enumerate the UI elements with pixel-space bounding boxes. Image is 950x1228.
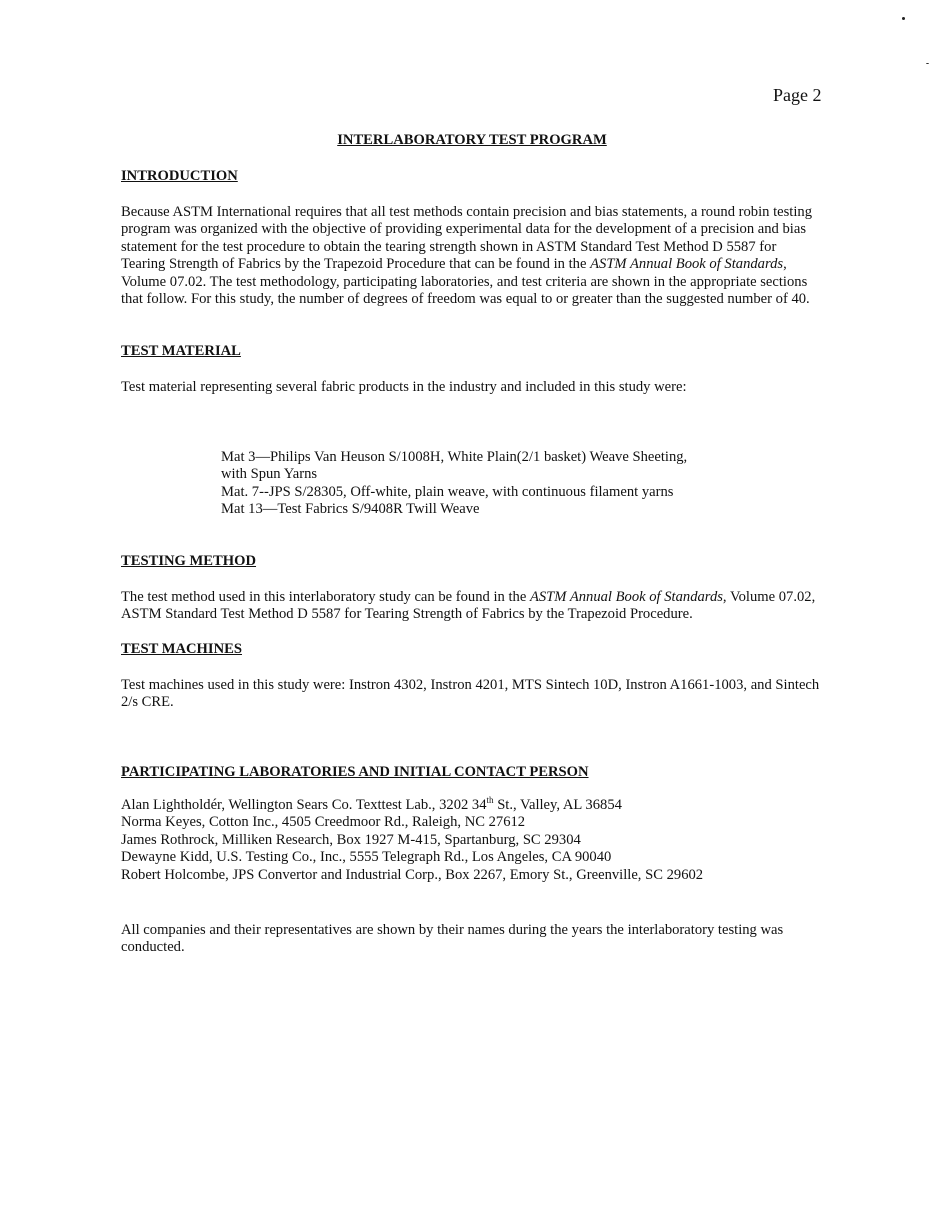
introduction-text-start: Because ASTM International requires that all test methods contain precision and bias statements, a round robin testing program was organized with the objective of providing experimental data for the development of a precision and bias statement for the test procedure to obtain the tearing strength shown in ASTM Standard Test Method D 5587 for Tearing Strength of Fabrics by the Trapezoid Procedure that can be found in the: [121, 204, 813, 273]
introduction-heading: INTRODUCTION: [121, 168, 238, 184]
test-machines-paragraph: Test machines used in this study were: Instron 4302, Instron 4201, MTS Sintech 10D, Instron A1661-1003, and Sintech 2/s CRE.: [121, 677, 820, 711]
test-machines-heading: TEST MACHINES: [121, 641, 242, 657]
page-number: Page 2: [773, 85, 822, 105]
scan-speck: [902, 17, 905, 20]
laboratory-entry: Alan Lightholdér, Wellington Sears Co. Texttest Lab., 3202 34th St., Valley, AL 36854: [121, 795, 622, 813]
test-material-heading: TEST MATERIAL: [121, 343, 241, 359]
introduction-book-title: ASTM Annual Book of Standards: [590, 256, 784, 273]
testing-method-text-end: , Volume 07.02, ASTM Standard Test Method D 5587 for Tearing Strength of Fabrics by the Trapezoid Procedure.: [121, 589, 816, 623]
material-list: [221, 449, 741, 519]
testing-method-text-start: The test method used in this interlaboratory study can be found in the: [121, 589, 530, 605]
scan-speck: [926, 63, 929, 64]
participating-labs-heading: PARTICIPATING LABORATORIES AND INITIAL CONTACT PERSON: [121, 764, 589, 780]
laboratory-entry: Dewayne Kidd, U.S. Testing Co., Inc., 5555 Telegraph Rd., Los Angeles, CA 90040: [121, 849, 612, 866]
material-item: Mat 13—Test Fabrics S/9408R Twill Weave: [221, 501, 480, 518]
laboratory-entry: James Rothrock, Milliken Research, Box 1927 M-415, Spartanburg, SC 29304: [121, 831, 581, 848]
test-material-intro: Test material representing several fabric products in the industry and included in this study were:: [121, 379, 687, 395]
closing-note: All companies and their representatives are shown by their names during the years the interlaboratory testing was conducted.: [121, 922, 784, 956]
introduction-text-end: , Volume 07.02. The test methodology, participating laboratories, and test criteria are shown in the appropriate sections that follow. For this study, the number of degrees of freedom was equal to or greater than the suggested number of 40.: [121, 256, 810, 308]
laboratory-list: [121, 797, 841, 884]
laboratory-entry: Norma Keyes, Cotton Inc., 4505 Creedmoor Rd., Raleigh, NC 27612: [121, 814, 526, 831]
introduction-paragraph: [121, 204, 821, 308]
document-title: INTERLABORATORY TEST PROGRAM: [337, 132, 607, 148]
material-item: with Spun Yarns: [221, 466, 318, 483]
material-item: Mat 3—Philips Van Heuson S/1008H, White Plain(2/1 basket) Weave Sheeting,: [221, 449, 688, 465]
material-item: Mat. 7--JPS S/28305, Off-white, plain weave, with continuous filament yarns: [221, 483, 674, 500]
testing-method-paragraph: [121, 589, 821, 624]
testing-method-heading: TESTING METHOD: [121, 553, 257, 569]
laboratory-entry: Robert Holcombe, JPS Convertor and Industrial Corp., Box 2267, Emory St., Greenville, SC 29602: [121, 866, 704, 883]
testing-method-book-title: ASTM Annual Book of Standards: [529, 589, 723, 605]
